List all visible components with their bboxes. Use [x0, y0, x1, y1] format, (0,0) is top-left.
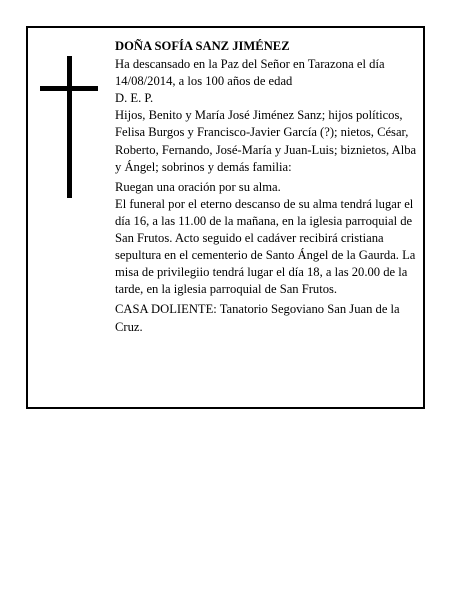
dep-line: D. E. P. — [115, 91, 154, 106]
funeral-details: El funeral por el eterno descanso de su alma tendrá lugar el día 16, a las 11.00 de la mañana, en la iglesia parroquial de San Frutos. Acto seguido el cadáver recibirá cristiana sepultura en el cementerio de Santo Ángel de la Gaurda. La misa de privilegiio tendrá lugar el día 18, a las 20.00 de la tarde, en la iglesia parroquial de San Frutos. — [115, 196, 416, 297]
mourning-house: CASA DOLIENTE: Tanatorio Segoviano San Juan de la Cruz. — [115, 302, 400, 334]
prayer-request: Ruegan una oración por su alma. — [115, 179, 281, 194]
cross-icon — [40, 56, 98, 198]
obituary-text — [115, 38, 423, 336]
family-list: Hijos, Benito y María José Jiménez Sanz; hijos políticos, Felisa Burgos y Francisco-Javier García (?); nietos, César, Roberto, Fernando, José-María y Juan-Luis; biznietos, Alba y Ángel; sobrinos y demás familia: — [115, 108, 417, 174]
rest-announcement: Ha descansado en la Paz del Señor en Tarazona el día 14/08/2014, a los 100 años de edad — [115, 57, 385, 89]
deceased-name: DOÑA SOFÍA SANZ JIMÉNEZ — [115, 39, 290, 53]
obituary-notice — [26, 26, 425, 409]
cross-horizontal-bar — [40, 86, 98, 91]
cross-vertical-bar — [67, 56, 72, 198]
